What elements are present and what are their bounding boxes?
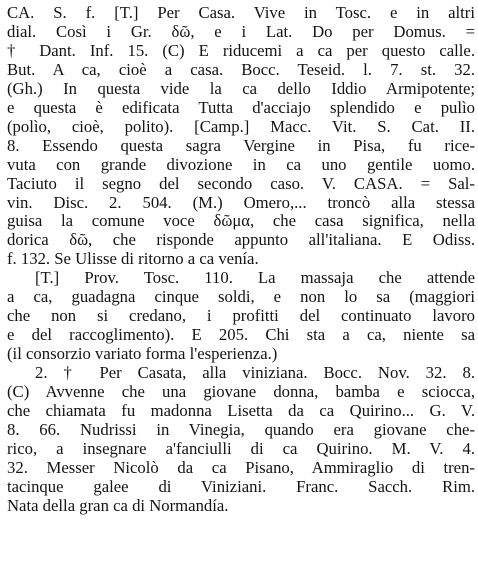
text-line: che chiamata fu madonna Lisetta da ca Quirino... G. V. [7, 402, 475, 421]
text-line: f. 132. Se Ulisse di ritorno a ca venía. [7, 250, 259, 269]
text-line: CA. S. f. [T.] Per Casa. Vive in Tosc. e in altri [7, 4, 475, 22]
text-line: Nata della gran ca di Normandía. [7, 496, 229, 515]
text-line: e questa è edificata Tutta d'acciajo splendido e pulìo [7, 98, 475, 117]
text-line: dorica δῶ, che risponde appunto all'italiana. E Odiss. [7, 231, 475, 250]
text-line: But. A ca, cioè a casa. Bocc. Teseid. l. 7. st. 32. [7, 60, 475, 79]
text-line: (polìo, cioè, polito). [Camp.] Macc. Vit. S. Cat. II. [7, 117, 475, 136]
text-line: e del raccoglimento). E 205. Chi sta a ca, niente sa [7, 326, 475, 345]
text-line: Taciuto il segno del secondo caso. V. CASA. = Sal- [7, 174, 475, 193]
text-line: 2. † Per Casata, alla viniziana. Bocc. Nov. 32. 8. [35, 364, 475, 383]
text-line: tacinque galee di Viniziani. Franc. Sacch. Rim. [7, 477, 475, 496]
text-line: (il consorzio variato forma l'esperienza.) [7, 345, 278, 364]
text-line: (Gh.) In questa vide la ca dello Iddio Armipotente; [7, 79, 475, 98]
text-line: che non si credano, i profitti del continuato lavoro [7, 307, 475, 326]
text-line: rico, a insegnare a'fanciulli di ca Quirino. M. V. 4. [7, 439, 475, 458]
text-line: vin. Disc. 2. 504. (M.) Omero,... troncò alla stessa [7, 193, 475, 212]
text-line: guisa la comune voce δῶμα, che casa significa, nella [7, 212, 475, 231]
text-line: [T.] Prov. Tosc. 110. La massaja che attende [35, 269, 475, 288]
text-line: a ca, guadagna cinque soldi, e non lo sa (maggiori [7, 288, 475, 307]
text-line: dial. Così i Gr. δῶ, e i Lat. Do per Domus. = [7, 22, 475, 41]
text-line: † Dant. Inf. 15. (C) E riducemi a ca per questo calle. [7, 41, 475, 60]
text-line: vuta con grande divozione in ca uno gentile uomo. [7, 155, 475, 174]
text-line: 8. 66. Nudrissi in Vinegia, quando era giovane che- [7, 420, 475, 439]
text-line: (C) Avvenne che una giovane donna, bamba e sciocca, [7, 383, 475, 402]
text-line: 8. Essendo questa sagra Vergine in Pisa, fu rice- [7, 136, 475, 155]
text-line: 32. Messer Nicolò da ca Pisano, Ammiraglio di tren- [7, 458, 475, 477]
